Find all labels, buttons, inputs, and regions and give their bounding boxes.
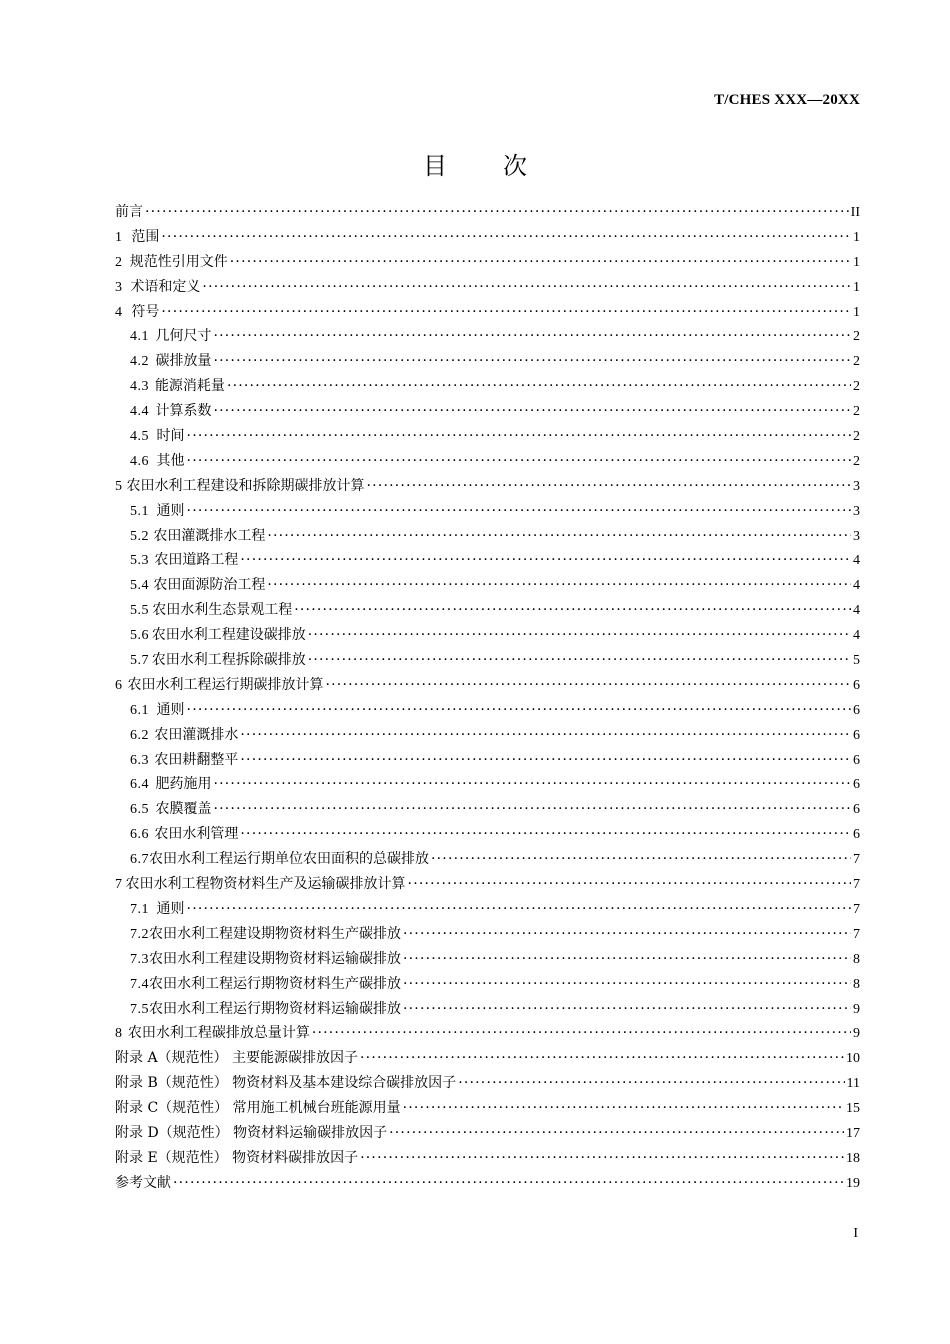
toc-entry-label: 碳排放量 xyxy=(155,353,212,370)
toc-leader-dots xyxy=(431,847,851,872)
toc-entry[interactable] xyxy=(115,1171,860,1196)
toc-entry-page: 2 xyxy=(853,354,860,370)
toc-entry-label: 术语和定义 xyxy=(130,278,201,295)
toc-entry[interactable] xyxy=(115,1146,860,1171)
toc-entry-page: 5 xyxy=(853,653,860,669)
toc-entry[interactable] xyxy=(115,723,860,748)
toc-entry-label: 农田水利工程建设碳排放 xyxy=(151,627,306,644)
toc-entry-label: 农田灌溉排水工程 xyxy=(153,527,266,544)
toc-entry[interactable] xyxy=(115,399,860,424)
toc-entry[interactable] xyxy=(115,499,860,524)
toc-entry-label: 农田水利工程运行期物资材料运输碳排放 xyxy=(149,1000,401,1017)
toc-entry-label: 农田水利生态景观工程 xyxy=(152,602,293,619)
toc-entry-page: 2 xyxy=(853,429,860,445)
toc-entry-number: 6.4 xyxy=(130,777,149,793)
toc-entry-label: 肥药施用 xyxy=(155,776,212,793)
toc-leader-dots xyxy=(230,250,851,275)
toc-entry-label: 农田水利工程建设期物资材料生产碳排放 xyxy=(149,925,401,942)
toc-leader-dots xyxy=(240,723,851,748)
toc-leader-dots xyxy=(213,324,851,349)
toc-entry-number: 5.5 xyxy=(130,603,149,619)
toc-leader-dots xyxy=(403,922,851,947)
toc-entry-label: 其他 xyxy=(156,452,185,469)
toc-entry-page: 4 xyxy=(853,628,860,644)
toc-leader-dots xyxy=(312,1021,851,1046)
toc-leader-dots xyxy=(360,1046,844,1071)
toc-entry-number: 5.1 xyxy=(130,503,149,519)
toc-leader-dots xyxy=(408,872,851,897)
toc-entry-page: 2 xyxy=(853,379,860,395)
toc-entry[interactable] xyxy=(115,797,860,822)
toc-leader-dots xyxy=(360,1146,844,1171)
toc-entry[interactable] xyxy=(115,673,860,698)
toc-entry-number: 6.1 xyxy=(130,702,149,718)
toc-leader-dots xyxy=(145,200,849,225)
toc-entry-page: 18 xyxy=(846,1150,860,1166)
toc-entry[interactable] xyxy=(115,847,860,872)
toc-entry-label: 农田水利工程拆除碳排放 xyxy=(151,652,306,669)
toc-entry-page: 8 xyxy=(853,951,860,967)
toc-entry-label: 附录 E（规范性） 物资材料碳排放因子 xyxy=(115,1149,359,1166)
toc-leader-dots xyxy=(458,1071,844,1096)
toc-entry-label: 附录 D（规范性） 物资材料运输碳排放因子 xyxy=(115,1124,388,1141)
toc-entry[interactable] xyxy=(115,922,860,947)
toc-leader-dots xyxy=(403,947,851,972)
toc-entry[interactable] xyxy=(115,972,860,997)
toc-entry-number: 4 xyxy=(115,304,123,320)
toc-entry-page: 1 xyxy=(853,229,860,245)
toc-entry-number: 4.1 xyxy=(130,329,149,345)
toc-leader-dots xyxy=(173,1171,844,1196)
toc-entry[interactable] xyxy=(115,300,860,325)
toc-entry[interactable] xyxy=(115,1021,860,1046)
toc-entry-label: 农田水利工程运行期物资材料生产碳排放 xyxy=(149,975,401,992)
toc-entry[interactable] xyxy=(115,349,860,374)
toc-entry[interactable] xyxy=(115,474,860,499)
toc-entry-number: 6.6 xyxy=(130,827,149,843)
toc-entry-number: 4.3 xyxy=(130,379,149,395)
toc-leader-dots xyxy=(213,797,851,822)
toc-entry[interactable] xyxy=(115,772,860,797)
toc-entry-label: 范围 xyxy=(131,228,160,245)
toc-entry[interactable] xyxy=(115,449,860,474)
toc-leader-dots xyxy=(202,275,851,300)
toc-entry[interactable] xyxy=(115,1096,860,1121)
toc-entry-page: 6 xyxy=(853,827,860,843)
toc-entry-page: 17 xyxy=(846,1125,860,1141)
toc-entry-number: 7.5 xyxy=(130,1001,149,1017)
toc-entry-number: 6.2 xyxy=(130,727,149,743)
toc-entry[interactable] xyxy=(115,997,860,1022)
toc-entry-number: 1 xyxy=(115,229,123,245)
toc-leader-dots xyxy=(187,897,851,922)
toc-leader-dots xyxy=(308,623,851,648)
toc-entry-number: 5.4 xyxy=(130,578,149,594)
toc-leader-dots xyxy=(187,499,851,524)
toc-entry[interactable] xyxy=(115,1046,860,1071)
toc-entry-page: 10 xyxy=(846,1051,860,1067)
toc-entry-number: 4.2 xyxy=(130,354,149,370)
document-code: T/CHES XXX—20XX xyxy=(714,92,860,108)
toc-leader-dots xyxy=(326,673,852,698)
toc-entry-label: 农田道路工程 xyxy=(154,552,239,569)
toc-entry-number: 4.4 xyxy=(130,404,149,420)
toc-entry[interactable] xyxy=(115,250,860,275)
toc-entry-page: 3 xyxy=(853,478,860,494)
toc-entry-page: 7 xyxy=(853,852,860,868)
toc-leader-dots xyxy=(267,573,851,598)
toc-entry-label: 农田水利工程建设和拆除期碳排放计算 xyxy=(126,477,365,494)
toc-entry-label: 时间 xyxy=(156,428,185,445)
toc-entry-label: 农田水利工程建设期物资材料运输碳排放 xyxy=(149,950,401,967)
toc-leader-dots xyxy=(161,300,851,325)
toc-entry[interactable] xyxy=(115,424,860,449)
toc-entry-page: 4 xyxy=(853,553,860,569)
toc-leader-dots xyxy=(161,225,851,250)
toc-entry-number: 5.3 xyxy=(130,553,149,569)
toc-entry[interactable] xyxy=(115,598,860,623)
toc-leader-dots xyxy=(294,598,851,623)
toc-entry-page: 3 xyxy=(853,528,860,544)
toc-entry[interactable] xyxy=(115,1071,860,1096)
toc-entry-page: 6 xyxy=(853,677,860,693)
toc-entry[interactable] xyxy=(115,947,860,972)
toc-entry[interactable] xyxy=(115,897,860,922)
toc-leader-dots xyxy=(240,748,851,773)
toc-entry-number: 5.7 xyxy=(130,653,149,669)
toc-entry-page: 6 xyxy=(853,702,860,718)
toc-entry-page: 6 xyxy=(853,802,860,818)
toc-entry-label: 农田水利工程物资材料生产及运输碳排放计算 xyxy=(125,876,406,893)
toc-entry[interactable] xyxy=(115,748,860,773)
toc-entry-label: 附录 A（规范性） 主要能源碳排放因子 xyxy=(115,1050,359,1067)
toc-entry-number: 6.7 xyxy=(130,852,149,868)
toc-leader-dots xyxy=(389,1121,844,1146)
toc-leader-dots xyxy=(403,972,851,997)
toc-entry-label: 能源消耗量 xyxy=(154,378,225,395)
toc-entry-number: 2 xyxy=(115,254,123,270)
toc-entry-label: 农田耕翻整平 xyxy=(154,751,239,768)
toc-entry[interactable] xyxy=(115,524,860,549)
toc-entry[interactable] xyxy=(115,573,860,598)
toc-entry-page: 15 xyxy=(846,1101,860,1117)
toc-leader-dots xyxy=(403,1096,844,1121)
toc-entry-page: 3 xyxy=(853,503,860,519)
toc-entry-page: 7 xyxy=(853,926,860,942)
toc-entry-number: 6.3 xyxy=(130,752,149,768)
table-of-contents xyxy=(115,200,860,1196)
toc-entry-label: 几何尺寸 xyxy=(155,328,212,345)
toc-leader-dots xyxy=(267,524,851,549)
toc-entry-number: 7.4 xyxy=(130,976,149,992)
toc-entry-label: 符号 xyxy=(131,303,160,320)
toc-entry-page: 1 xyxy=(853,304,860,320)
toc-entry[interactable] xyxy=(115,200,860,225)
toc-entry-label: 参考文献 xyxy=(115,1174,171,1191)
toc-entry-page: 2 xyxy=(853,404,860,420)
toc-entry-label: 农田灌溉排水 xyxy=(154,726,239,743)
toc-leader-dots xyxy=(187,424,851,449)
toc-entry[interactable] xyxy=(115,374,860,399)
toc-entry-label: 通则 xyxy=(156,900,185,917)
toc-leader-dots xyxy=(187,698,851,723)
toc-entry-label: 计算系数 xyxy=(155,403,212,420)
toc-leader-dots xyxy=(213,772,851,797)
toc-entry-page: 7 xyxy=(853,877,860,893)
toc-entry[interactable] xyxy=(115,548,860,573)
toc-entry-number: 7.3 xyxy=(130,951,149,967)
toc-entry-page: II xyxy=(850,205,860,220)
toc-entry-page: 6 xyxy=(853,727,860,743)
toc-entry-number: 7.1 xyxy=(130,901,149,917)
toc-entry-page: 9 xyxy=(853,1026,860,1042)
toc-entry-number: 6 xyxy=(115,677,123,693)
toc-leader-dots xyxy=(367,474,851,499)
toc-leader-dots xyxy=(227,374,851,399)
toc-leader-dots xyxy=(240,548,851,573)
toc-entry-page: 1 xyxy=(853,279,860,295)
toc-entry-page: 6 xyxy=(853,752,860,768)
toc-entry-number: 7 xyxy=(115,877,123,893)
toc-entry-page: 6 xyxy=(853,777,860,793)
toc-entry-number: 4.6 xyxy=(130,453,149,469)
toc-entry-label: 农田水利工程运行期碳排放计算 xyxy=(127,676,324,693)
toc-leader-dots xyxy=(240,822,851,847)
toc-entry-number: 5 xyxy=(115,478,123,494)
toc-entry-page: 9 xyxy=(853,1001,860,1017)
toc-entry-label: 农田水利工程运行期单位农田面积的总碳排放 xyxy=(149,851,429,868)
toc-entry-label: 通则 xyxy=(156,502,185,519)
toc-entry-page: 7 xyxy=(853,901,860,917)
toc-entry-number: 8 xyxy=(115,1026,123,1042)
toc-entry[interactable] xyxy=(115,1121,860,1146)
toc-entry[interactable] xyxy=(115,623,860,648)
toc-entry-page: 2 xyxy=(853,329,860,345)
toc-entry-page: 1 xyxy=(853,254,860,270)
toc-entry[interactable] xyxy=(115,225,860,250)
toc-entry-page: 11 xyxy=(846,1076,860,1092)
toc-entry-page: 4 xyxy=(853,578,860,594)
toc-leader-dots xyxy=(213,349,851,374)
toc-entry-label: 附录 C（规范性） 常用施工机械台班能源用量 xyxy=(115,1100,401,1117)
toc-leader-dots xyxy=(213,399,851,424)
toc-entry-label: 附录 B（规范性） 物资材料及基本建设综合碳排放因子 xyxy=(115,1075,457,1092)
toc-entry-page: 8 xyxy=(853,976,860,992)
toc-entry-label: 通则 xyxy=(156,701,185,718)
toc-entry-label: 农田水利工程碳排放总量计算 xyxy=(127,1025,310,1042)
toc-entry-number: 6.5 xyxy=(130,802,149,818)
toc-entry[interactable] xyxy=(115,275,860,300)
toc-entry-number: 7.2 xyxy=(130,926,149,942)
toc-title-part2: 次 xyxy=(503,152,527,180)
toc-entry-page: 19 xyxy=(846,1175,860,1191)
toc-entry-label: 农膜覆盖 xyxy=(155,801,212,818)
toc-entry-number: 5.2 xyxy=(130,528,149,544)
toc-entry[interactable] xyxy=(115,872,860,897)
toc-entry-label: 前言 xyxy=(115,204,143,220)
toc-title xyxy=(0,146,950,181)
toc-entry[interactable] xyxy=(115,324,860,349)
page-number: I xyxy=(853,1226,858,1241)
toc-leader-dots xyxy=(403,997,851,1022)
toc-leader-dots xyxy=(187,449,851,474)
toc-entry[interactable] xyxy=(115,648,860,673)
toc-entry-label: 农田面源防治工程 xyxy=(153,577,266,594)
toc-entry-number: 4.5 xyxy=(130,429,149,445)
toc-entry-page: 2 xyxy=(853,453,860,469)
toc-entry-label: 农田水利管理 xyxy=(154,826,239,843)
toc-entry-label: 规范性引用文件 xyxy=(129,253,228,270)
toc-entry-number: 5.6 xyxy=(130,628,149,644)
toc-title-part1: 目 xyxy=(423,152,447,180)
toc-leader-dots xyxy=(308,648,851,673)
toc-entry-page: 4 xyxy=(853,603,860,619)
toc-entry[interactable] xyxy=(115,822,860,847)
toc-entry-number: 3 xyxy=(115,279,123,295)
toc-entry[interactable] xyxy=(115,698,860,723)
